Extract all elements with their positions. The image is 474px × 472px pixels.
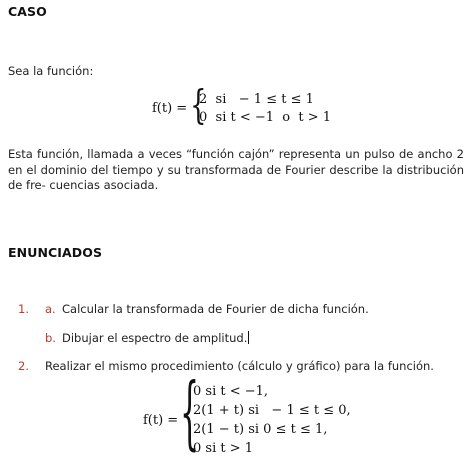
list-item-1a-text: Calcular la transformada de Fourier de dicha función. xyxy=(62,302,369,316)
description-paragraph: Esta función, llamada a veces “función cajón” representa un pulso de ancho 2 en el dominio del tiempo y su transformada de Fourier describe la distribución de fre- cuencias asociada. xyxy=(8,147,464,192)
intro-text: Sea la función: xyxy=(8,64,94,78)
list-number-2: 2. xyxy=(18,359,29,373)
formula-2-lhs: f(t) = xyxy=(143,413,179,428)
list-item-1a xyxy=(0,302,474,318)
list-item-2 xyxy=(0,359,474,375)
caso-heading: CASO xyxy=(8,4,47,19)
list-number-1: 1. xyxy=(18,302,29,316)
formula-1-brace: { xyxy=(190,82,207,130)
formula-2-case-2: 2(1 + t) si − 1 ≤ t ≤ 0, xyxy=(193,403,351,418)
formula-2-brace: { xyxy=(180,368,200,461)
formula-2-case-4: 0 si t > 1 xyxy=(193,441,254,456)
list-letter-b: b. xyxy=(45,331,56,345)
formula-1-case-2: 0 si t < −1 o t > 1 xyxy=(199,110,332,125)
list-item-1b-text: Dibujar el espectro de amplitud. xyxy=(62,331,248,345)
formula-2 xyxy=(0,368,474,468)
list-letter-a: a. xyxy=(45,302,56,316)
enunciados-heading: ENUNCIADOS xyxy=(8,245,103,260)
list-item-2-text: Realizar el mismo procedimiento (cálculo y gráfico) para la función. xyxy=(45,359,434,373)
formula-1 xyxy=(0,82,474,132)
formula-1-lhs: f(t) = xyxy=(152,101,188,116)
text-cursor xyxy=(248,331,249,344)
list-item-1b xyxy=(0,331,474,347)
formula-2-case-1: 0 si t < −1, xyxy=(193,384,269,399)
formula-1-case-1: 2 si − 1 ≤ t ≤ 1 xyxy=(199,92,314,107)
formula-2-case-3: 2(1 − t) si 0 ≤ t ≤ 1, xyxy=(193,422,328,437)
list-item-1b-text-wrap[interactable] xyxy=(62,331,249,347)
